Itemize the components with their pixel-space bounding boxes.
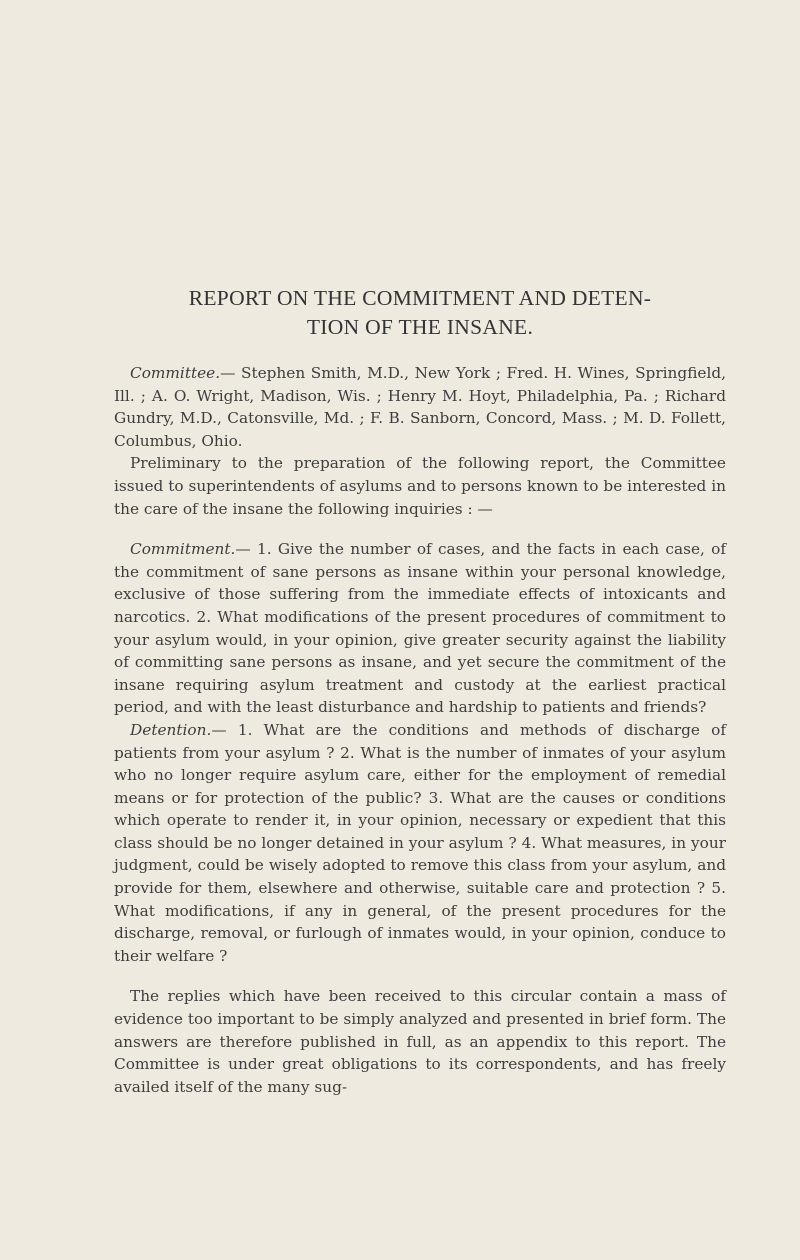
detention-questions: — 1. What are the conditions and methods of discharge of patients from your asylum ? 2. What is the number of inmates of your asylum who no longer require asylum care, either for the employment of remedial means or for protection of the public? 3. What are the causes or conditions which operate to render it, in your opinion, necessary or expedient that this class should be no longer detained in your asylum ? 4. What measures, in your judgment, could be wisely adopted to remove this class from your asylum, and provide for them, elsewhere and otherwise, suitable care and protection ? 5. What modifications, if any in general, of the present procedures for the discharge, removal, or furlough of inmates would, in your opinion, conduce to their welfare ? xyxy=(114,720,726,965)
detention-paragraph xyxy=(114,719,726,968)
detention-label: Detention. xyxy=(130,720,212,739)
title-line-2: TION OF THE INSANE. xyxy=(306,315,534,339)
committee-members: — Stephen Smith, M.D., New York ; Fred. H. Wines, Springfield, Ill. ; A. O. Wright, Madison, Wis. ; Henry M. Hoyt, Philadelphia, Pa. ; Richard Gundry, M.D., Catonsville, Md. ; F. B. Sanborn, Concord, Mass. ; M. D. Follett, Columbus, Ohio. xyxy=(114,364,726,450)
replies-paragraph: The replies which have been received to this circular contain a mass of evidence too important to be simply analyzed and presented in brief form. The answers are therefore published in full, as an appendix to this report. The Committee is under great obligations to its correspondents, and has freely availed itself of the many sug- xyxy=(114,987,726,1096)
preliminary-paragraph: Preliminary to the preparation of the following report, the Committee issued to superintendents of asylums and to persons known to be interested in the care of the insane the following inquiries : — xyxy=(114,454,726,518)
commitment-label: Commitment. xyxy=(130,540,236,559)
commitment-paragraph xyxy=(114,538,726,719)
committee-paragraph xyxy=(114,362,726,452)
commitment-questions: — 1. Give the number of cases, and the facts in each case, of the commitment of sane persons as insane within your personal knowledge, exclusive of those suffering from the immediate effects of intoxicants and narcotics. 2. What modifications of the present procedures of commitment to your asylum would, in your opinion, give greater security against the liability of committing sane persons as insane, and yet secure the commitment of the insane requiring asylum treatment and custody at the earliest practical period, and with the least disturbance and hardship to patients and friends? xyxy=(114,540,726,717)
report-title xyxy=(114,284,726,342)
page-content xyxy=(114,284,726,1098)
committee-label: Committee. xyxy=(130,364,221,382)
title-line-1: REPORT ON THE COMMITMENT AND DETEN- xyxy=(188,286,652,310)
